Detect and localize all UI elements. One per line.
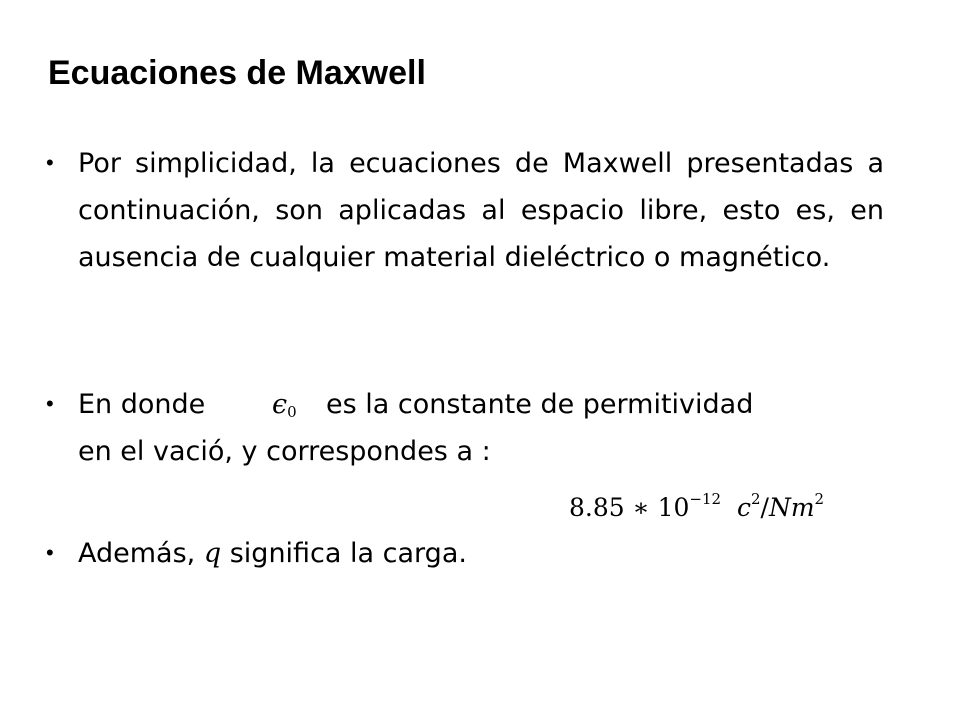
- formula-operator: ∗: [632, 493, 650, 522]
- slide-title: Ecuaciones de Maxwell: [48, 54, 426, 92]
- formula-exponent: −12: [689, 490, 722, 508]
- charge-variable: q: [203, 538, 222, 569]
- formula-unit-nm: Nm: [768, 493, 815, 522]
- permittivity-formula: [569, 476, 824, 531]
- bullet-text: [78, 381, 884, 475]
- text-segment: Además,: [78, 538, 196, 569]
- formula-unit-c-exponent: 2: [750, 490, 761, 508]
- text-segment: En donde: [78, 389, 206, 420]
- text-segment: significa la carga.: [229, 538, 467, 569]
- formula-unit-nm-exponent: 2: [814, 490, 825, 508]
- formula-mantissa: 8.85: [569, 493, 625, 522]
- bullet-marker: •: [46, 391, 54, 416]
- bullet-line: en el vació, y correspondes a :: [78, 436, 491, 467]
- bullet-marker: •: [46, 150, 54, 175]
- formula-unit-slash: /: [760, 493, 769, 522]
- formula-unit-c: c: [736, 493, 751, 522]
- epsilon-zero-symbol: [272, 381, 297, 436]
- text-segment: es la constante de permitividad: [326, 389, 754, 420]
- bullet-text: [78, 530, 467, 577]
- bullet-line: [78, 381, 884, 428]
- epsilon-subscript: 0: [287, 403, 297, 421]
- epsilon-glyph: ϵ: [272, 389, 288, 420]
- bullet-text: Por simplicidad, la ecuaciones de Maxwell presentadas a continuación, son aplicadas al espacio libre, esto es, en ausencia de cualquier material dieléctrico o magnético.: [78, 148, 884, 273]
- bullet-marker: •: [46, 540, 54, 565]
- formula-base: 10: [657, 493, 690, 522]
